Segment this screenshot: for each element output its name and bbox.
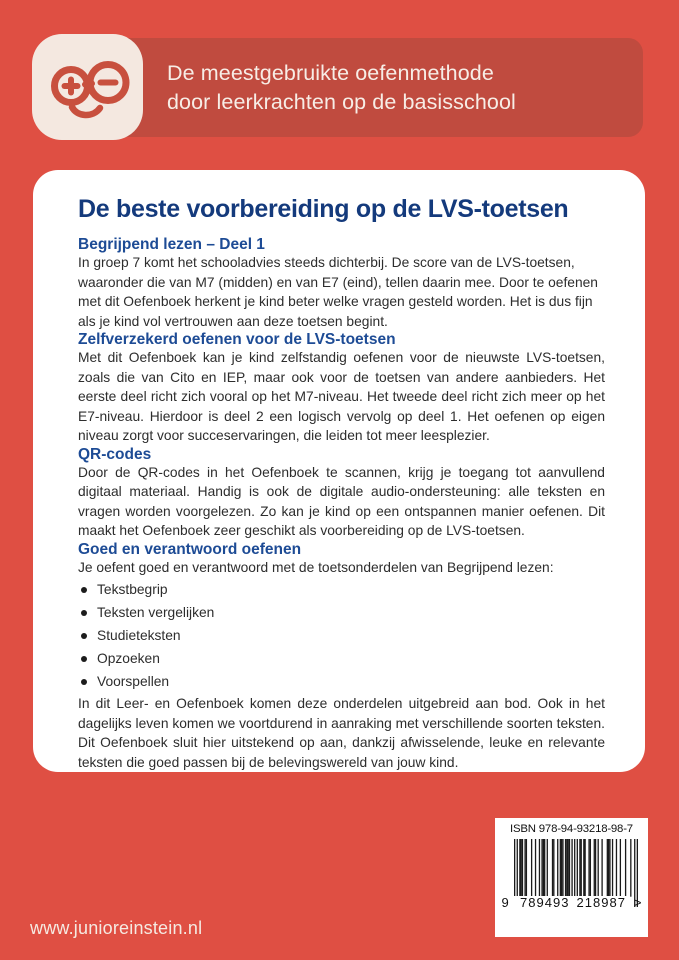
description-card <box>33 170 645 772</box>
website-url: www.junioreinstein.nl <box>30 918 203 938</box>
section-body-zelfverzekerd-oefenen: Met dit Oefenboek kan je kind zelfstandig oefenen voor de nieuwste LVS-toetsen, zoals die van Cito en IEP, maar ook voor de toetsen van andere aanbieders. Het eerste deel richt zich vooral op het M7-niveau. Het tweede deel richt zich meer op het E7-niveau. Hierdoor is deel 2 een logisch vervolg op deel 1. Het oefenen op eigen niveau zorgt voor succeservaringen, die leiden tot meer leesplezier. <box>78 350 605 443</box>
barcode-suffix: > <box>633 895 642 910</box>
list-item <box>78 649 605 669</box>
barcode-digit-group-1: 789493 <box>517 896 574 910</box>
bullet-dot-icon <box>81 633 87 639</box>
bullet-dot-icon <box>81 610 87 616</box>
section-body-qr-codes: Door de QR-codes in het Oefenboek te scannen, krijg je toegang tot aanvullend digitaal materiaal. Handig is ook de digitale audio-ondersteuning: alle teksten en vragen worden voorgelezen. Zo kan je kind op een ontspannen manier oefenen. Dit maakt het Oefenboek zeer geschikt als voorbereiding op de LVS-toetsen. <box>78 464 605 538</box>
list-item-label: Teksten vergelijken <box>97 605 215 620</box>
isbn-barcode-panel <box>495 818 648 937</box>
barcode-digit-leading: 9 <box>502 896 517 910</box>
section-heading-begrijpend-lezen: Begrijpend lezen – Deel 1 <box>78 236 265 253</box>
barcode-digit-group-2: 218987 <box>573 896 630 910</box>
bullet-dot-icon <box>81 679 87 685</box>
list-item <box>78 580 605 600</box>
closing-paragraph: In dit Leer- en Oefenboek komen deze onderdelen uitgebreid aan bod. Ook in het dagelijks leven komen we voortdurend in aanraking met verschillende soorten teksten. Dit Oefenboek sluit hier uitstekend op aan, dankzij afwisselende, leuke en relevante teksten die goed passen bij de belevingswereld van jouw kind. <box>78 696 605 770</box>
practice-topics-list <box>78 580 605 692</box>
tagline-banner <box>70 38 643 137</box>
section-heading-goed-en-verantwoord: Goed en verantwoord oefenen <box>78 540 302 558</box>
tagline-line-1: De meestgebruikte oefenmethode <box>167 61 494 85</box>
list-item-label: Studieteksten <box>97 628 181 643</box>
bullet-dot-icon <box>81 656 87 662</box>
isbn-label: ISBN 978-94-93218-98-7 <box>510 823 633 835</box>
list-item <box>78 603 605 623</box>
section-body-begrijpend-lezen: In groep 7 komt het schooladvies steeds dichterbij. De score van de LVS-toetsen, waaronder die van M7 (midden) en van E7 (eind), tellen daarin mee. Door te oefenen met dit Oefenboek herkent je kind beter welke vragen gesteld worden. Het is dus fijn als je kind vol vertrouwen aan deze toetsen begint. <box>78 255 598 329</box>
list-item <box>78 672 605 692</box>
card-title: De beste voorbereiding op de LVS-toetsen <box>78 195 569 223</box>
list-item-label: Opzoeken <box>97 651 160 666</box>
glasses-smiley-face-icon <box>38 40 138 135</box>
section-heading-zelfverzekerd-oefenen: Zelfverzekerd oefenen voor de LVS-toetsen <box>78 331 396 348</box>
barcode-digits <box>502 896 642 910</box>
list-item-label: Tekstbegrip <box>97 582 168 597</box>
list-item <box>78 626 605 646</box>
section-heading-qr-codes: QR-codes <box>78 445 152 463</box>
tagline-line-2: door leerkrachten op de basisschool <box>167 89 516 114</box>
bullet-dot-icon <box>81 587 87 593</box>
list-item-label: Voorspellen <box>97 674 170 689</box>
section-body-goed-en-verantwoord: Je oefent goed en verantwoord met de toetsonderdelen van Begrijpend lezen: <box>78 559 554 575</box>
junior-einstein-logo <box>32 34 143 140</box>
